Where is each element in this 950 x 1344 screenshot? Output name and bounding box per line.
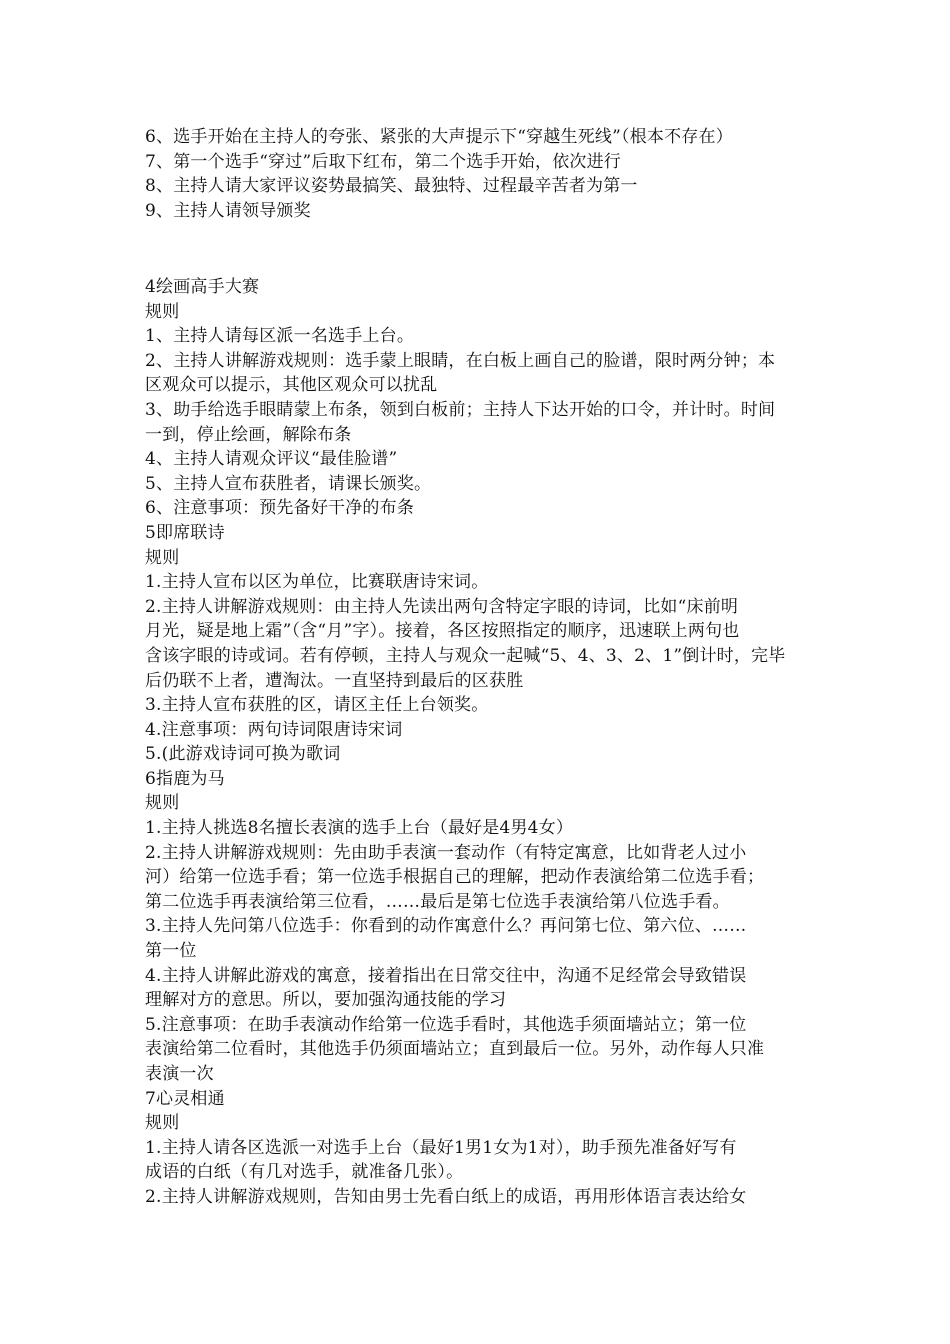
text-line: 1.主持人挑选8名擅长表演的选手上台（最好是4男4女）: [145, 818, 574, 839]
text-line: 7心灵相通: [145, 1088, 225, 1109]
text-line: 3、助手给选手眼睛蒙上布条，领到白板前；主持人下达开始的口令，并计时。时间: [145, 399, 776, 420]
text-line: 3.主持人宣布获胜的区，请区主任上台领奖。: [145, 695, 489, 716]
text-line: 1、主持人请每区派一名选手上台。: [145, 326, 415, 347]
text-line: 河）给第一位选手看；第一位选手根据自己的理解，把动作表演给第二位选手看；: [145, 867, 765, 888]
text-line: 4.注意事项：两句诗词限唐诗宋词: [145, 719, 403, 740]
text-line: 3.主持人先问第八位选手：你看到的动作寓意什么？再问第七位、第六位、……: [145, 916, 747, 937]
text-line: 规则: [145, 547, 180, 568]
text-line: 5.(此游戏诗词可换为歌词: [145, 744, 341, 765]
text-line: 月光，疑是地上霜”（含“月”字）。接着，各区按照指定的顺序，迅速联上两句也: [145, 621, 740, 642]
text-line: 5即席联诗: [145, 522, 225, 543]
text-line: 4、主持人请观众评议“最佳脸谱”: [145, 449, 398, 470]
text-line: 8、主持人请大家评议姿势最搞笑、最独特、过程最辛苦者为第一: [145, 176, 638, 197]
text-line: 规则: [145, 1113, 180, 1134]
text-line: 9、主持人请领导颁奖: [145, 200, 311, 221]
text-line: 4.主持人讲解此游戏的寓意，接着指出在日常交往中，沟通不足经常会导致错误: [145, 965, 747, 986]
text-line: 含该字眼的诗或词。若有停顿，主持人与观众一起喊“5、4、3、2、1”倒计时，完毕: [145, 645, 786, 666]
text-line: 2.主持人讲解游戏规则：由主持人先读出两句含特定字眼的诗词，比如“床前明: [145, 596, 739, 617]
text-line: 理解对方的意思。所以，要加强沟通技能的学习: [145, 990, 507, 1011]
text-line: 表演给第二位看时，其他选手仍须面墙站立；直到最后一位。另外，动作每人只准: [145, 1039, 765, 1060]
text-line: 1.主持人宣布以区为单位，比赛联唐诗宋词。: [145, 572, 489, 593]
text-line: 规则: [145, 793, 180, 814]
text-line: 表演一次: [145, 1064, 214, 1084]
text-line: 2.主持人讲解游戏规则，告知由男士先看白纸上的成语，再用形体语言表达给女: [145, 1186, 747, 1207]
text-line: 1.主持人请各区选派一对选手上台（最好1男1女为1对），助手预先准备好写有: [145, 1137, 737, 1158]
text-line: 6指鹿为马: [145, 768, 225, 789]
text-line: 2.主持人讲解游戏规则：先由助手表演一套动作（有特定寓意，比如背老人过小: [145, 842, 747, 863]
text-block-top: [145, 125, 810, 223]
text-line: 第二位选手再表演给第三位看，……最后是第七位选手表演给第八位选手看。: [145, 891, 730, 912]
text-line: 6、注意事项：预先备好干净的布条: [145, 498, 415, 519]
text-line: 一到，停止绘画，解除布条: [145, 424, 352, 445]
text-line: 4绘画高手大赛: [145, 277, 260, 297]
text-line: 成语的白纸（有几对选手，就准备几张）。: [145, 1162, 464, 1183]
text-line: 区观众可以提示，其他区观众可以扰乱: [145, 375, 438, 396]
text-line: 5.注意事项：在助手表演动作给第一位选手看时，其他选手须面墙站立；第一位: [145, 1014, 747, 1035]
text-line: 后仍联不上者，遭淘汰。一直坚持到最后的区获胜: [145, 670, 524, 691]
text-line: 第一位: [145, 941, 197, 962]
text-block-main: [145, 275, 810, 1210]
text-line: 7、第一个选手“穿过”后取下红布，第二个选手开始，依次进行: [145, 151, 621, 172]
text-line: 6、选手开始在主持人的夸张、紧张的大声提示下“穿越生死线”（根本不存在）: [145, 127, 733, 147]
text-line: 规则: [145, 301, 180, 322]
text-line: 2、主持人讲解游戏规则：选手蒙上眼睛，在白板上画自己的脸谱，限时两分钟；本: [145, 350, 776, 371]
text-line: 5、主持人宣布获胜者，请课长颁奖。: [145, 473, 432, 494]
